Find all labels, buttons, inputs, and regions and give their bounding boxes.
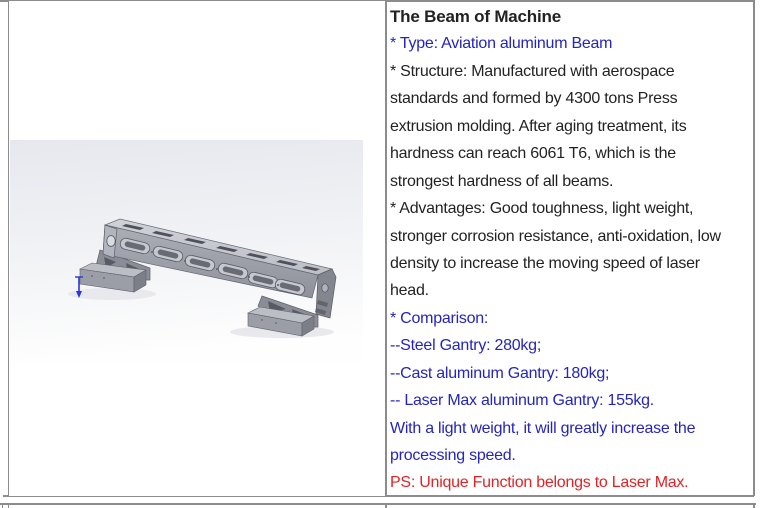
text-line: The Beam of Machine — [390, 7, 561, 26]
text-line: extrusion molding. After aging treatment, its — [390, 117, 687, 135]
text-line: With a light weight, it will greatly increase the — [390, 419, 696, 437]
text-line: processing speed. — [390, 447, 516, 464]
next-row-top-border — [0, 503, 756, 505]
next-row-divider-stub — [385, 505, 387, 508]
beam-description-cell — [387, 1, 753, 496]
text-line: -- Laser Max aluminum Gantry: 155kg. — [390, 392, 654, 410]
text-line: strongest hardness of all beams. — [390, 172, 614, 190]
text-line: density to increase the moving speed of laser — [390, 254, 700, 272]
text-line: --Steel Gantry: 280kg; — [390, 337, 542, 355]
text-line: stronger corrosion resistance, anti-oxidation, low — [390, 227, 721, 245]
beam-render-image — [9, 1, 385, 496]
next-row-right-border-stub — [753, 505, 755, 508]
text-line: * Type: Aviation aluminum Beam — [390, 35, 613, 53]
text-line: --Cast aluminum Gantry: 180kg; — [390, 364, 610, 382]
text-line: hardness can reach 6061 T6, which is the — [390, 145, 676, 163]
text-line: * Structure: Manufactured with aerospace — [390, 62, 675, 80]
right-cell-lines — [390, 3, 753, 496]
text-line: head. — [390, 282, 429, 300]
text-line: * Comparison: — [390, 309, 489, 327]
text-line: standards and formed by 4300 tons Press — [390, 90, 678, 108]
text-line: PS: Unique Function belongs to Laser Max. — [390, 474, 689, 492]
beam-image-cell — [9, 1, 385, 496]
text-line: * Advantages: Good toughness, light weight, — [390, 200, 694, 218]
next-row-left-border-stub2 — [8, 505, 10, 508]
next-row-left-border-stub — [2, 505, 4, 508]
